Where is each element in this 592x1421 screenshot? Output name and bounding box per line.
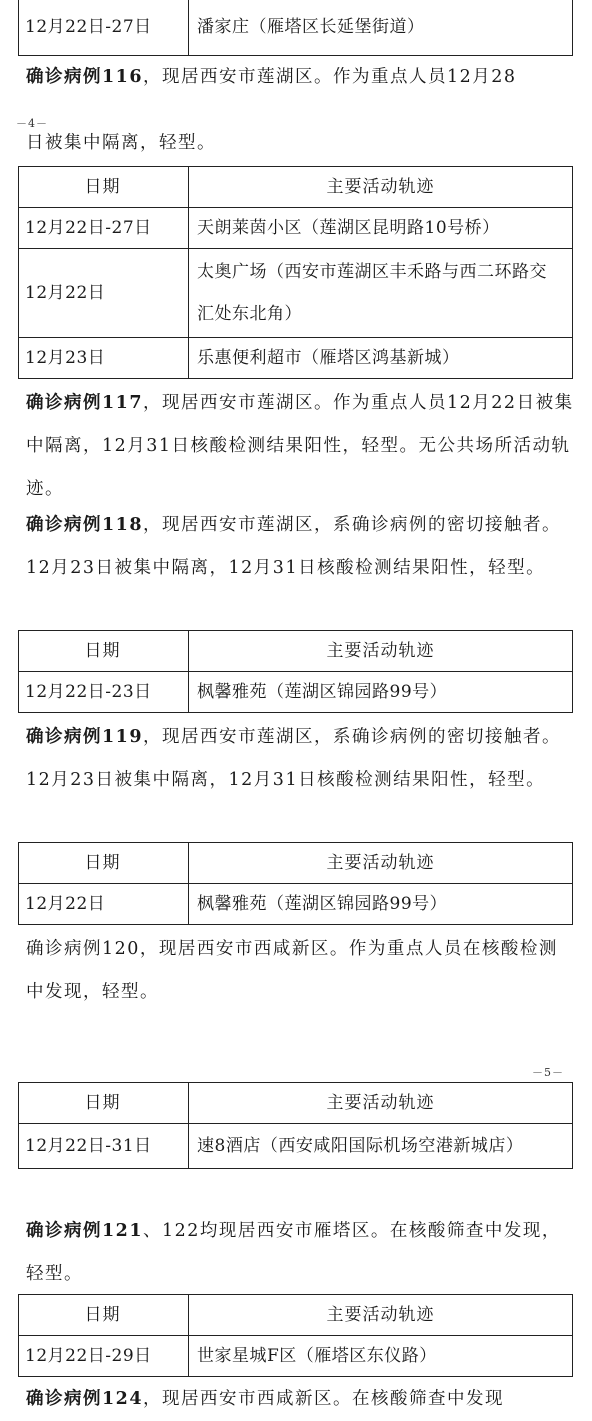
case-label: 确诊病例118 <box>26 515 144 535</box>
table-row <box>19 208 573 249</box>
track-table-118 <box>18 630 573 713</box>
case-label: 确诊病例124 <box>26 1389 144 1409</box>
table-header-row <box>19 631 573 672</box>
header-date: 日期 <box>19 167 189 208</box>
header-track: 主要活动轨迹 <box>189 843 573 884</box>
case-label: 确诊病例121 <box>26 1221 144 1241</box>
track-table-121 <box>18 1294 573 1377</box>
case-label: 确诊病例117 <box>26 393 144 413</box>
case-116-paragraph <box>26 56 574 99</box>
place-cell: 潘家庄（雁塔区长延堡街道） <box>189 0 573 56</box>
track-table-120 <box>18 1082 573 1169</box>
header-date: 日期 <box>19 1083 189 1124</box>
case-text: 确诊病例120，现居西安市西咸新区。作为重点人员在核酸检测中发现，轻型。 <box>26 939 558 1002</box>
case-text: 、122均现居西安市雁塔区。在核酸筛查中发现，轻型。 <box>26 1221 561 1284</box>
table-row <box>19 0 573 56</box>
place-cell: 世家星城F区（雁塔区东仪路） <box>189 1336 573 1377</box>
case-text: ，现居西安市莲湖区。作为重点人员12月28 <box>143 67 517 87</box>
date-cell: 12月22日-27日 <box>19 208 189 249</box>
page-number-4: －4－ <box>16 117 48 130</box>
header-track: 主要活动轨迹 <box>189 1295 573 1336</box>
date-cell: 12月23日 <box>19 338 189 379</box>
track-table-116 <box>18 166 573 379</box>
place-cell: 天朗莱茵小区（莲湖区昆明路10号桥） <box>189 208 573 249</box>
place-cell: 太奥广场（西安市莲湖区丰禾路与西二环路交汇处东北角） <box>189 249 573 338</box>
place-cell: 枫馨雅苑（莲湖区锦园路99号） <box>189 884 573 925</box>
header-track: 主要活动轨迹 <box>189 631 573 672</box>
date-cell: 12月22日-27日 <box>19 0 189 56</box>
case-text: ，现居西安市莲湖区，系确诊病例的密切接触者。12月23日被集中隔离，12月31日核酸检测结果阳性，轻型。 <box>26 515 562 578</box>
place-cell: 乐惠便利超市（雁塔区鸿基新城） <box>189 338 573 379</box>
header-date: 日期 <box>19 843 189 884</box>
case-121-paragraph <box>26 1210 574 1296</box>
track-table-119 <box>18 842 573 925</box>
table-row <box>19 884 573 925</box>
case-text: ，现居西安市莲湖区。作为重点人员12月22日被集中隔离，12月31日核酸检测结果阳性，轻型。无公共场所活动轨迹。 <box>26 393 574 499</box>
case-116-continuation <box>26 122 574 165</box>
header-date: 日期 <box>19 631 189 672</box>
table-header-row <box>19 1083 573 1124</box>
table-row <box>19 249 573 338</box>
case-label: 确诊病例116 <box>26 67 144 87</box>
date-cell: 12月22日 <box>19 884 189 925</box>
place-cell: 速8酒店（西安咸阳国际机场空港新城店） <box>189 1124 573 1169</box>
date-cell: 12月22日-31日 <box>19 1124 189 1169</box>
date-cell: 12月22日-29日 <box>19 1336 189 1377</box>
table-row <box>19 338 573 379</box>
case-117-paragraph <box>26 382 574 511</box>
table-row <box>19 1124 573 1169</box>
date-cell: 12月22日-23日 <box>19 672 189 713</box>
page-number-5: －5－ <box>532 1066 564 1079</box>
date-cell: 12月22日 <box>19 249 189 338</box>
table-row <box>19 1336 573 1377</box>
header-track: 主要活动轨迹 <box>189 167 573 208</box>
table-header-row <box>19 167 573 208</box>
case-118-paragraph <box>26 504 574 590</box>
table-header-row <box>19 843 573 884</box>
table-row <box>19 672 573 713</box>
case-text: ，现居西安市莲湖区，系确诊病例的密切接触者。12月23日被集中隔离，12月31日核酸检测结果阳性，轻型。 <box>26 727 562 790</box>
case-label: 确诊病例119 <box>26 727 144 747</box>
header-track: 主要活动轨迹 <box>189 1083 573 1124</box>
case-120-paragraph <box>26 928 574 1014</box>
table-header-row <box>19 1295 573 1336</box>
place-cell: 枫馨雅苑（莲湖区锦园路99号） <box>189 672 573 713</box>
case-text: ，现居西安市西咸新区。在核酸筛查中发现 <box>143 1389 505 1409</box>
case-text: 日被集中隔离，轻型。 <box>26 133 216 153</box>
header-date: 日期 <box>19 1295 189 1336</box>
track-table-115 <box>18 0 573 56</box>
case-119-paragraph <box>26 716 574 802</box>
